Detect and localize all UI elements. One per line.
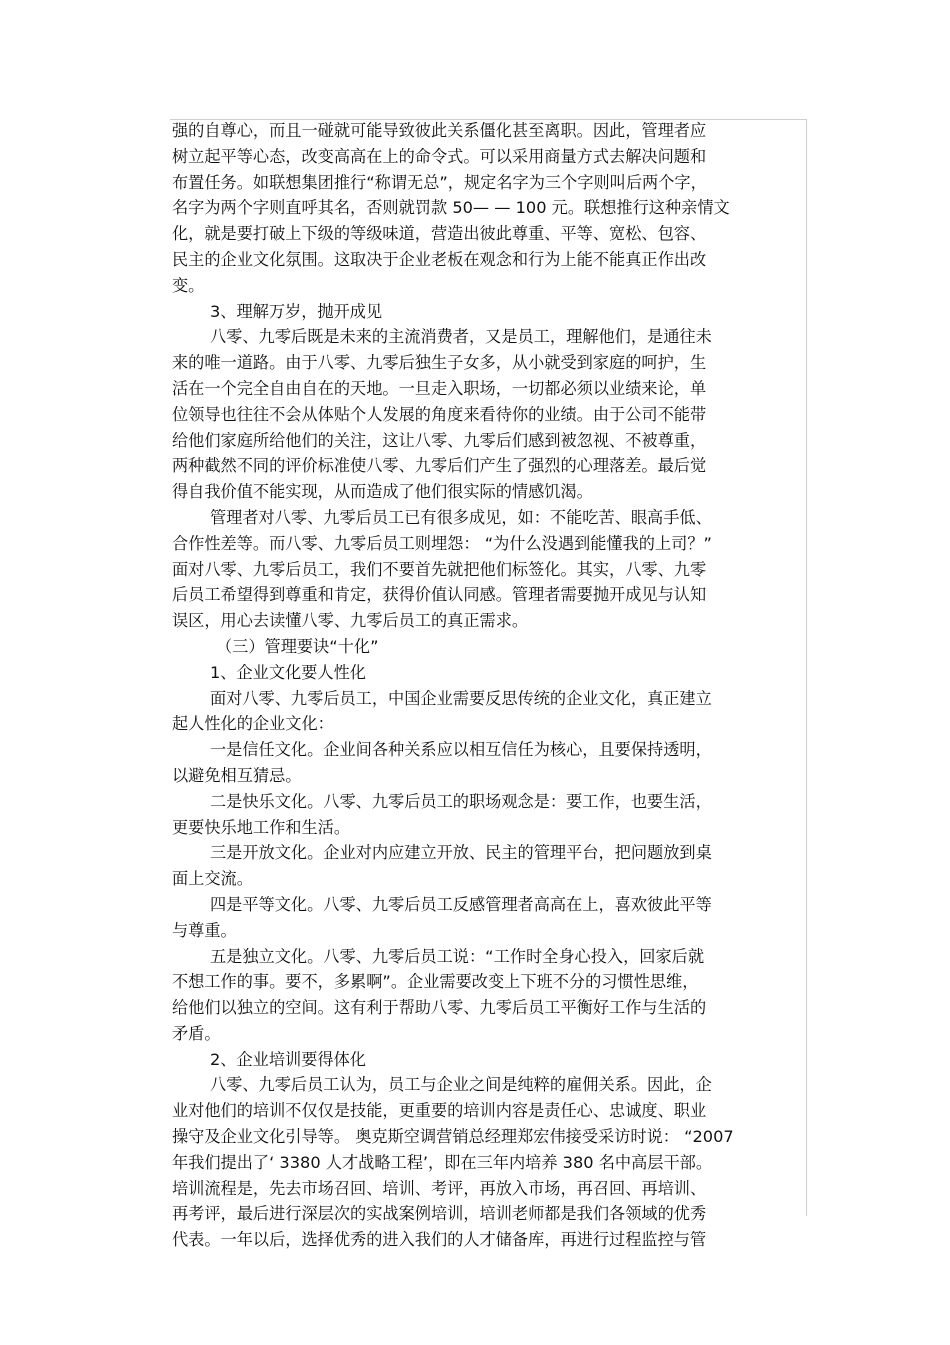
text-line: 民主的企业文化氛围。这取决于企业老板在观念和行为上能不能真正作出改 — [172, 249, 707, 269]
text-line: 矛盾。 — [172, 1023, 221, 1043]
text-line: 面对八零、九零后员工，我们不要首先就把他们标签化。其实，八零、九零 — [172, 559, 707, 579]
text-line: 八零、九零后既是未来的主流消费者，又是员工，理解他们，是通往未 — [210, 327, 712, 347]
text-line: 位领导也往往不会从体贴个人发展的角度来看待你的业绩。由于公司不能带 — [172, 404, 707, 424]
text-line: 再考评，最后进行深层次的实战案例培训，培训老师都是我们各领域的优秀 — [172, 1204, 707, 1224]
text-line: （三）管理要诀“十化” — [216, 636, 379, 656]
text-line: 布置任务。如联想集团推行“称谓无总”，规定名字为三个字则叫后两个字， — [172, 172, 707, 192]
text-line: 误区，用心去读懂八零、九零后员工的真正需求。 — [172, 611, 529, 631]
text-line: 面对八零、九零后员工，中国企业需要反思传统的企业文化，真正建立 — [210, 688, 712, 708]
text-line: 起人性化的企业文化： — [172, 714, 334, 734]
text-line: 3、理解万岁，抛开成见 — [210, 301, 383, 321]
text-line: 不想工作的事。要不，多累啊”。企业需要改变上下班不分的习惯性思维， — [172, 972, 699, 992]
text-line: 代表。一年以后，选择优秀的进入我们的人才储备库，再进行过程监控与管 — [172, 1230, 707, 1250]
text-line: 更要快乐地工作和生活。 — [172, 817, 351, 837]
text-line: 活在一个完全自由自在的天地。一旦走入职场，一切都必须以业绩来论，单 — [172, 378, 707, 398]
text-line: 树立起平等心态，改变高高在上的命令式。可以采用商量方式去解决问题和 — [172, 146, 707, 166]
text-line: 来的唯一道路。由于八零、九零后独生子女多，从小就受到家庭的呵护，生 — [172, 353, 707, 373]
text-line: 培训流程是，先去市场召回、培训、考评，再放入市场，再召回、再培训、 — [172, 1178, 707, 1198]
text-line: 给他们家庭所给他们的关注，这让八零、九零后们感到被忽视、不被尊重， — [172, 430, 707, 450]
text-line: 八零、九零后员工认为，员工与企业之间是纯粹的雇佣关系。因此，企 — [210, 1075, 712, 1095]
text-line: 业对他们的培训不仅仅是技能，更重要的培训内容是责任心、忠诚度、职业 — [172, 1101, 707, 1121]
text-line: 给他们以独立的空间。这有利于帮助八零、九零后员工平衡好工作与生活的 — [172, 998, 707, 1018]
text-line: 1、企业文化要人性化 — [210, 662, 366, 682]
text-line: 管理者对八零、九零后员工已有很多成见，如：不能吃苦、眼高手低、 — [210, 507, 712, 527]
text-line: 四是平等文化。八零、九零后员工反感管理者高高在上，喜欢彼此平等 — [210, 894, 712, 914]
text-line: 得自我价值不能实现，从而造成了他们很实际的情感饥渴。 — [172, 482, 593, 502]
text-line: 2、企业培训要得体化 — [210, 1049, 366, 1069]
text-line: 化，就是要打破上下级的等级味道，营造出彼此尊重、平等、宽松、包容、 — [172, 224, 707, 244]
text-line: 强的自尊心，而且一碰就可能导致彼此关系僵化甚至离职。因此，管理者应 — [172, 121, 707, 140]
text-line: 面上交流。 — [172, 869, 253, 889]
text-line: 二是快乐文化。八零、九零后员工的职场观念是：要工作，也要生活， — [210, 791, 712, 811]
document-body — [172, 118, 808, 1253]
text-line: 以避免相互猜忌。 — [172, 765, 302, 785]
text-line: 五是独立文化。八零、九零后员工说：“工作时全身心投入，回家后就 — [210, 946, 705, 966]
text-line: 操守及企业文化引导等。 奥克斯空调营销总经理郑宏伟接受采访时说： “2007 — [172, 1127, 734, 1147]
text-line: 合作性差等。而八零、九零后员工则埋怨： “为什么没遇到能懂我的上司？” — [172, 533, 712, 553]
text-line: 两种截然不同的评价标准使八零、九零后们产生了强烈的心理落差。最后觉 — [172, 456, 707, 476]
text-line: 一是信任文化。企业间各种关系应以相互信任为核心，且要保持透明， — [210, 740, 712, 760]
text-line: 名字为两个字则直呼其名，否则就罚款 50— — 100 元。联想推行这种亲情文 — [172, 198, 730, 218]
text-line: 年我们提出了‘ 3380 人才战略工程’，即在三年内培养 380 名中高层干部。 — [172, 1152, 713, 1172]
text-line: 与尊重。 — [172, 920, 237, 940]
text-line: 变。 — [172, 275, 205, 295]
text-line: 三是开放文化。企业对内应建立开放、民主的管理平台，把问题放到桌 — [210, 843, 712, 863]
text-line: 后员工希望得到尊重和肯定，获得价值认同感。管理者需要抛开成见与认知 — [172, 585, 707, 605]
